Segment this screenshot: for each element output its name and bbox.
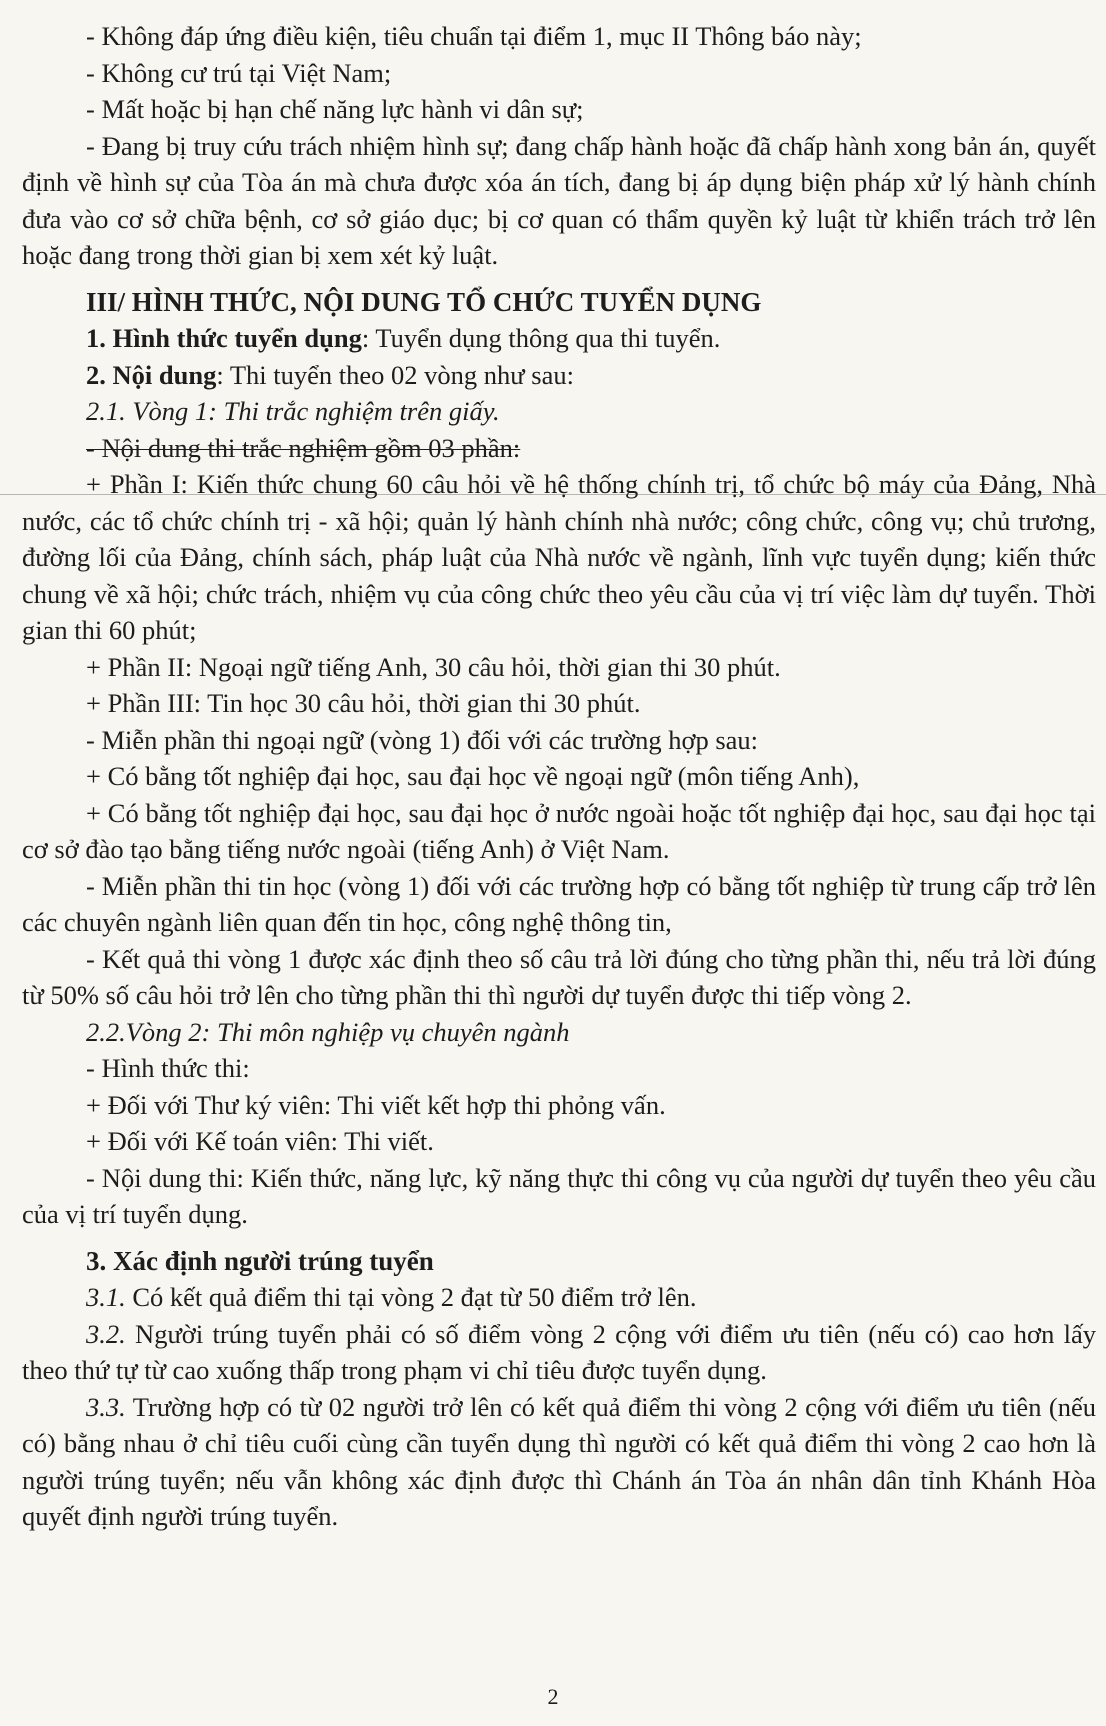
- content-text: : Thi tuyển theo 02 vòng như sau:: [216, 359, 574, 390]
- bullet-criminal: - Đang bị truy cứu trách nhiệm hình sự; đang chấp hành hoặc đã chấp hành xong bản án, quyết định về hình sự của Tòa án mà chưa được xóa án tích, đang bị áp dụng biện pháp xử lý hành chính đưa vào cơ sở chữa bệnh, cơ sở giáo dục; bị cơ quan có thẩm quyền kỷ luật từ khiển trách trở lên hoặc đang trong thời gian bị xem xét kỷ luật.: [22, 130, 1096, 270]
- round2-accountant: + Đối với Kế toán viên: Thi viết.: [86, 1126, 434, 1156]
- bullet-not-resident: - Không cư trú tại Việt Nam;: [86, 57, 392, 88]
- content-paragraph: [22, 357, 1096, 394]
- exempt-language-a: + Có bằng tốt nghiệp đại học, sau đại học về ngoại ngữ (môn tiếng Anh),: [86, 761, 860, 791]
- winner-rule-3: [22, 1389, 1096, 1535]
- winner-rule-2-number: 3.2.: [86, 1318, 126, 1349]
- winner-rule-2-text: Người trúng tuyển phải có số điểm vòng 2 cộng với điểm ưu tiên (nếu có) cao hơn lấy theo thứ tự từ cao xuống thấp trong phạm vi chỉ tiêu được tuyển dụng.: [22, 1318, 1096, 1385]
- round2-form: - Hình thức thi:: [86, 1053, 250, 1083]
- winner-heading: 3. Xác định người trúng tuyển: [86, 1245, 434, 1276]
- document-body: [22, 18, 1096, 1535]
- winner-rule-3-text: Trường hợp có từ 02 người trở lên có kết quả điểm thi vòng 2 cộng với điểm ưu tiên (nếu có) bằng nhau ở chỉ tiêu cuối cùng cần tuyển dụng thì người có kết quả điểm thi vòng 2 cao hơn là người trúng tuyển; nếu vẫn không xác định được thì Chánh án Tòa án nhân dân tỉnh Khánh Hòa quyết định người trúng tuyển.: [22, 1391, 1096, 1531]
- part2-paragraph: + Phần II: Ngoại ngữ tiếng Anh, 30 câu hỏi, thời gian thi 30 phút.: [86, 651, 781, 682]
- scan-line-artifact: [0, 494, 1106, 495]
- form-label: 1. Hình thức tuyển dụng: [86, 323, 362, 353]
- round2-content: - Nội dung thi: Kiến thức, năng lực, kỹ năng thực thi công vụ của người dự tuyển theo yêu cầu của vị trí tuyển dụng.: [22, 1162, 1096, 1229]
- exempt-language: - Miễn phần thi ngoại ngữ (vòng 1) đối với các trường hợp sau:: [86, 724, 759, 755]
- winner-rule-1-text: Có kết quả điểm thi tại vòng 2 đạt từ 50 điểm trở lên.: [125, 1282, 697, 1312]
- part1-paragraph: + Phần I: Kiến thức chung 60 câu hỏi về hệ thống chính trị, tổ chức bộ máy của Đảng, Nhà nước, các tổ chức chính trị - xã hội; quản lý hành chính nhà nước; công chức, công vụ; chủ trương, đường lối của Đảng, chính sách, pháp luật của Nhà nước về ngành, lĩnh vực tuyển dụng; kiến thức chung về xã hội; chức trách, nhiệm vụ của công chức theo yêu cầu của vị trí việc làm dự tuyển. Thời gian thi 60 phút;: [22, 469, 1096, 645]
- bullet-not-qualified: - Không đáp ứng điều kiện, tiêu chuẩn tại điểm 1, mục II Thông báo này;: [86, 21, 862, 51]
- round1-title: 2.1. Vòng 1: Thi trắc nghiệm trên giấy.: [86, 396, 500, 426]
- form-text: : Tuyển dụng thông qua thi tuyển.: [361, 323, 721, 353]
- winner-rule-1: [22, 1279, 1096, 1316]
- exempt-language-b: + Có bằng tốt nghiệp đại học, sau đại học ở nước ngoài hoặc tốt nghiệp đại học, sau đại học tại cơ sở đào tạo bằng tiếng nước ngoài (tiếng Anh) ở Việt Nam.: [22, 797, 1096, 864]
- round1-intro: - Nội dung thi trắc nghiệm gồm 03 phần:: [86, 432, 521, 463]
- part3-paragraph: + Phần III: Tin học 30 câu hỏi, thời gian thi 30 phút.: [86, 688, 641, 718]
- exempt-it: - Miễn phần thi tin học (vòng 1) đối với các trường hợp có bằng tốt nghiệp từ trung cấp trở lên các chuyên ngành liên quan đến tin học, công nghệ thông tin,: [22, 870, 1096, 937]
- winner-rule-2: [22, 1316, 1096, 1389]
- bullet-capacity: - Mất hoặc bị hạn chế năng lực hành vi dân sự;: [86, 94, 584, 124]
- page-number: 2: [547, 1684, 559, 1709]
- result-round1: - Kết quả thi vòng 1 được xác định theo số câu trả lời đúng cho từng phần thi, nếu trả lời đúng từ 50% số câu hỏi trở lên cho từng phần thi thì người dự tuyển được thi tiếp vòng 2.: [22, 943, 1096, 1010]
- content-label: 2. Nội dung: [86, 359, 217, 390]
- section-heading: III/ HÌNH THỨC, NỘI DUNG TỔ CHỨC TUYỂN DỤNG: [86, 286, 762, 317]
- winner-rule-1-number: 3.1.: [86, 1282, 126, 1312]
- round2-title: 2.2.Vòng 2: Thi môn nghiệp vụ chuyên ngành: [86, 1016, 570, 1047]
- round2-secretary: + Đối với Thư ký viên: Thi viết kết hợp thi phỏng vấn.: [86, 1089, 666, 1120]
- winner-rule-3-number: 3.3.: [86, 1391, 126, 1422]
- form-paragraph: [22, 320, 1096, 357]
